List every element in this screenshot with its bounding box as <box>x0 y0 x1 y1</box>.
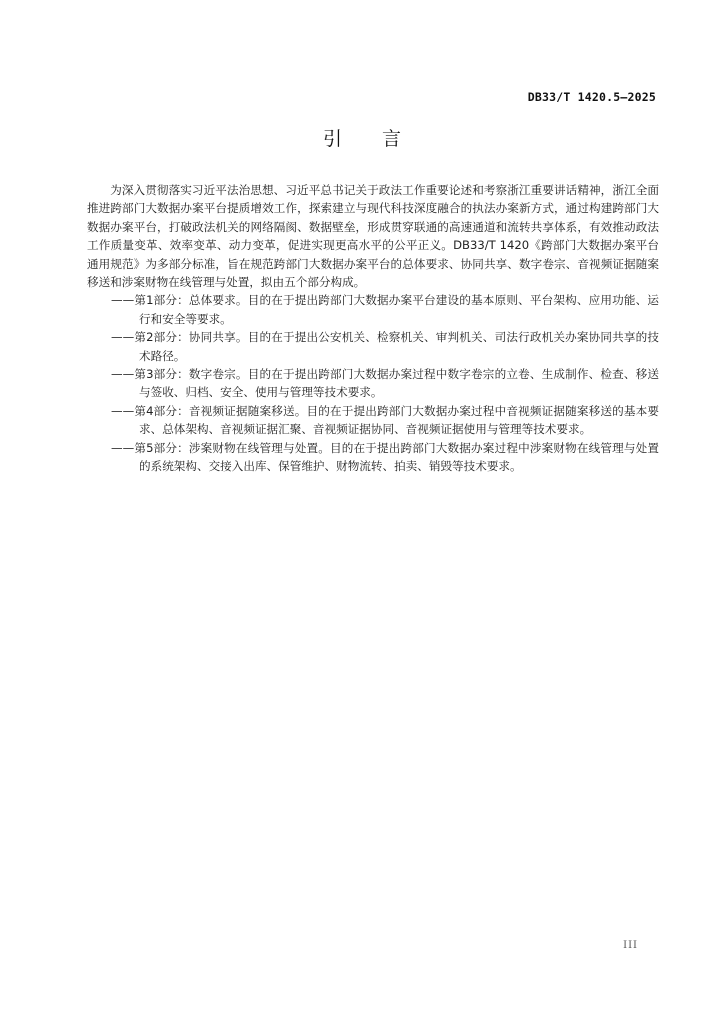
list-item-part-5 <box>87 439 659 476</box>
list-dash: —— <box>111 367 135 382</box>
list-dash: —— <box>111 403 135 418</box>
part-text: 第5部分：涉案财物在线管理与处置。目的在于提出跨部门大数据办案过程中涉案财物在线管理与处置的系统架构、交接入出库、保管维护、财物流转、拍卖、销毁等技术要求。 <box>134 440 659 474</box>
document-code: DB33/T 1420.5—2025 <box>527 90 656 104</box>
part-text: 第3部分：数字卷宗。目的在于提出跨部门大数据办案过程中数字卷宗的立卷、生成制作、检查、移送与签收、归档、安全、使用与管理等技术要求。 <box>134 367 659 400</box>
list-item-part-2 <box>87 328 659 365</box>
part-text: 第2部分：协同共享。目的在于提出公安机关、检察机关、审判机关、司法行政机关办案协同共享的技术路径。 <box>134 330 659 363</box>
list-item-part-1 <box>87 291 659 328</box>
list-item-part-4 <box>87 402 659 439</box>
list-dash: —— <box>111 440 135 455</box>
intro-paragraph: 为深入贯彻落实习近平法治思想、习近平总书记关于政法工作重要论述和考察浙江重要讲话精神，浙江全面推进跨部门大数据办案平台提质增效工作，探索建立与现代科技深度融合的执法办案新方式，通过构建跨部门大数据办案平台，打破政法机关的网络隔阂、数据壁垒，形成贯穿联通的高速通道和流转共享体系，有效推动政法工作质量变革、效率变革、动力变革，促进实现更高水平的公平正义。DB33/T 1420《跨部门大数据办案平台通用规范》为多部分标准，旨在规范跨部门大数据办案平台的总体要求、协同共享、数字卷宗、音视频证据随案移送和涉案财物在线管理与处置，拟由五个部分构成。 <box>87 183 659 290</box>
list-dash: —— <box>111 293 135 308</box>
part-text: 第1部分：总体要求。目的在于提出跨部门大数据办案平台建设的基本原则、平台架构、应用功能、运行和安全等要求。 <box>134 293 659 326</box>
document-body <box>87 181 659 476</box>
page-number: III <box>623 940 638 951</box>
part-text: 第4部分：音视频证据随案移送。目的在于提出跨部门大数据办案过程中音视频证据随案移送的基本要求、总体架构、音视频证据汇聚、音视频证据协同、音视频证据使用与管理等技术要求。 <box>134 403 659 437</box>
list-item-part-3 <box>87 365 659 402</box>
list-dash: —— <box>111 330 135 345</box>
page-title: 引言 <box>322 128 441 150</box>
